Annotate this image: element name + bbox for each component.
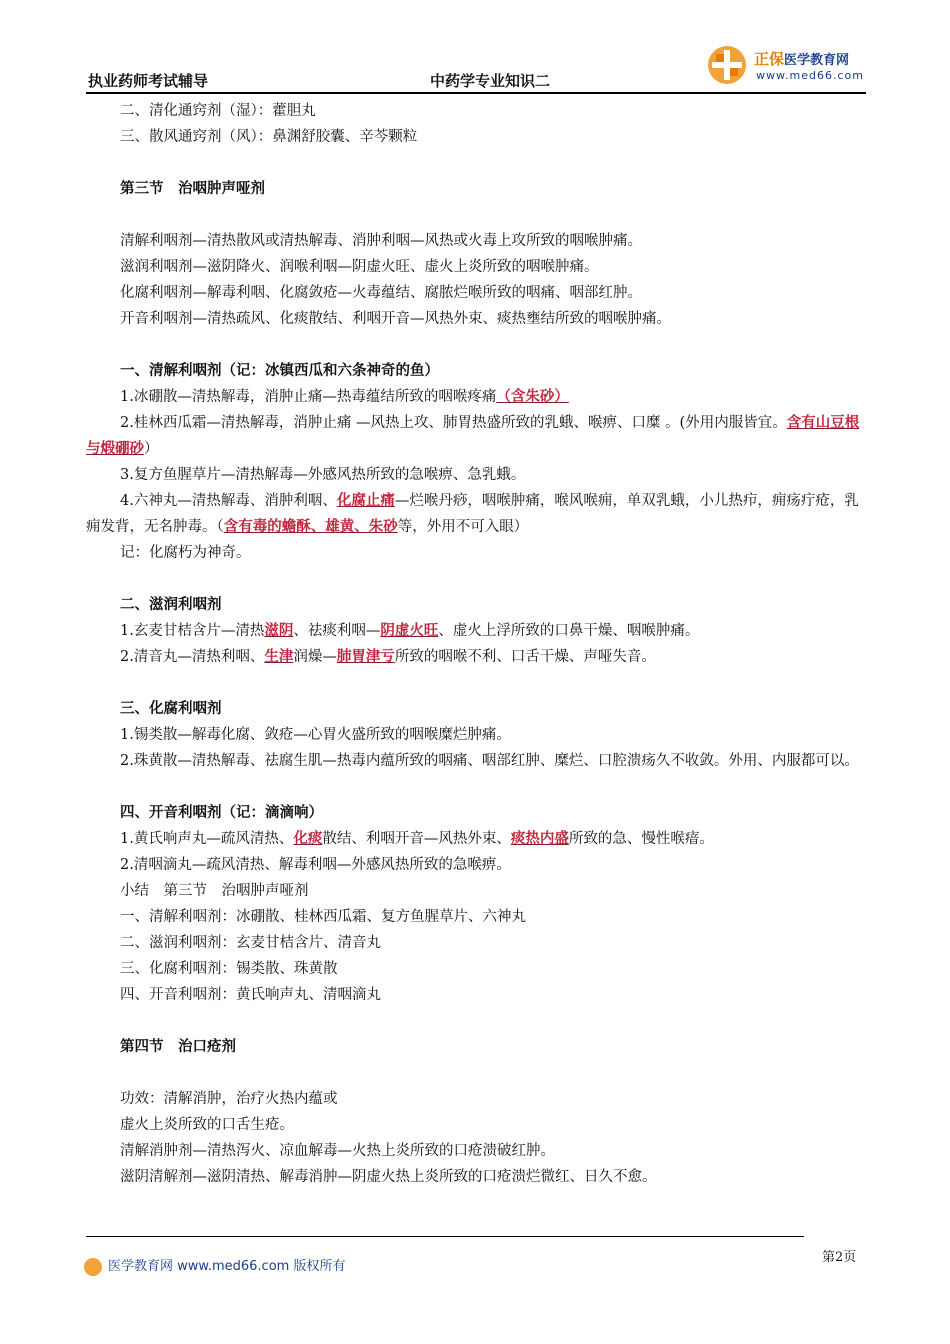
text-paragraph: 2.珠黄散—清热解毒、祛腐生肌—热毒内蕴所致的咽痛、咽部红肿、糜烂、口腔溃疡久不收敛。外用、内服都可以。 [120,753,859,769]
text-line: 1.锡类散—解毒化腐、敛疮—心胃火盛所致的咽喉糜烂肿痛。 [120,727,511,743]
summary-line: 三、化腐利咽剂：锡类散、珠黄散 [120,961,338,977]
highlight-text: （含朱砂） [496,388,569,405]
text-line [86,826,866,852]
summary-line: 一、清解利咽剂：冰硼散、桂林西瓜霜、复方鱼腥草片、六神丸 [120,909,526,925]
brand-logo [706,42,876,88]
logo-cross-icon [706,44,748,86]
text-span: 所致的咽喉不利、口舌干燥、声哑失音。 [394,649,656,665]
header-rule [86,92,866,94]
logo-brand-text [754,48,849,69]
subsection-heading: 三、化腐利咽剂 [120,701,222,717]
text-line: 功效：清解消肿，治疗火热内蕴或 [120,1091,338,1107]
highlight-text: 痰热内盛 [510,830,569,847]
document-body [86,98,866,1190]
subsection-heading: 一、清解利咽剂（记：冰镇西瓜和六条神奇的鱼） [120,363,439,379]
text-line: 清解消肿剂—清热泻火、凉血解毒—火热上炎所致的口疮溃破红肿。 [120,1143,555,1159]
subsection-heading: 四、开音利咽剂（记：滴滴响） [120,805,323,821]
text-span: 、虚火上浮所致的口鼻干燥、咽喉肿痛。 [438,623,700,639]
text-line [86,644,866,670]
text-line: 3.复方鱼腥草片—清热解毒—外感风热所致的急喉痹、急乳蛾。 [120,467,526,483]
text-span: 2.桂林西瓜霜—清热解毒，消肿止痛 —风热上攻、肺胃热盛所致的乳蛾、喉痹、口糜 。(外用内服皆宜。 [120,415,787,431]
text-line: 滋阴清解剂—滋阴清热、解毒消肿—阴虚火热上炎所致的口疮溃烂微红、日久不愈。 [120,1169,657,1185]
text-line: 二、清化通窍剂（湿）：藿胆丸 [120,103,316,119]
text-span: 润燥— [293,649,337,665]
text-span: 1.玄麦甘桔含片—清热 [120,623,265,639]
text-line: 记：化腐朽为神奇。 [120,545,251,561]
highlight-text: 化痰 [293,830,323,847]
footer-rule [86,1236,804,1237]
highlight-text: 含有毒的蟾酥、雄黄、朱砂 [223,518,398,535]
footer-site [84,1255,345,1276]
text-line: 滋润利咽剂—滋阴降火、润喉利咽—阴虚火旺、虚火上炎所致的咽喉肿痛。 [120,259,599,275]
text-paragraph [86,410,866,462]
header-left-title: 执业药师考试辅导 [88,72,209,90]
text-paragraph [86,488,866,540]
subsection-heading: 二、滋润利咽剂 [120,597,222,613]
text-span: —烂喉丹痧，咽喉肿痛，喉风喉痈，单双乳蛾，小儿热疖，痈疡疔疮，乳痈发背，无名肿毒。（ [86,493,859,535]
section-heading: 第四节 治口疮剂 [120,1039,236,1055]
text-span: 、祛痰利咽— [293,623,381,639]
text-line [86,618,866,644]
summary-line: 四、开音利咽剂：黄氏响声丸、清咽滴丸 [120,987,381,1003]
highlight-text: 生津 [264,648,294,665]
text-span: 所致的急、慢性喉瘖。 [568,831,714,847]
highlight-text: 阴虚火旺 [380,622,439,639]
highlight-text: 滋阴 [264,622,294,639]
footer-logo-icon [84,1258,102,1276]
text-span: 等，外用不可入眼） [397,519,529,535]
logo-site: 医学教育网 [784,53,850,68]
text-line: 开音利咽剂—清热疏风、化痰散结、利咽开音—风热外束、痰热壅结所致的咽喉肿痛。 [120,311,671,327]
text-span: 2.清音丸—清热利咽、 [120,649,265,665]
text-span: 4.六神丸—清热解毒、消肿利咽、 [120,493,337,509]
text-span: ） [144,441,159,457]
text-span: 散结、利咽开音—风热外束、 [322,831,511,847]
footer-site-text: 医学教育网 www.med66.com 版权所有 [108,1259,346,1274]
text-line: 虚火上炎所致的口舌生疮。 [120,1117,294,1133]
summary-line: 二、滋润利咽剂：玄麦甘桔含片、清音丸 [120,935,381,951]
logo-url: www.med66.com [756,69,864,82]
highlight-text: 含有山豆根与煅硼砂 [86,414,860,457]
logo-brand: 正保 [754,50,785,68]
text-line: 化腐利咽剂—解毒利咽、化腐敛疮—火毒蕴结、腐脓烂喉所致的咽痛、咽部红肿。 [120,285,642,301]
text-span: 1.黄氏响声丸—疏风清热、 [120,831,294,847]
highlight-text: 化腐止痛 [336,492,395,509]
header-center-title: 中药学专业知识二 [430,72,551,90]
text-line [86,384,866,410]
highlight-text: 肺胃津亏 [336,648,395,665]
text-span: 1.冰硼散—清热解毒，消肿止痛—热毒蕴结所致的咽喉疼痛 [120,389,497,405]
text-line: 三、散风通窍剂（风）：鼻渊舒胶囊、辛芩颗粒 [120,129,418,145]
page-number: 第2页 [822,1250,857,1265]
text-line: 清解利咽剂—清热散风或清热解毒、消肿利咽—风热或火毒上攻所致的咽喉肿痛。 [120,233,642,249]
text-line: 2.清咽滴丸—疏风清热、解毒利咽—外感风热所致的急喉痹。 [120,857,511,873]
summary-title: 小结 第三节 治咽肿声哑剂 [120,883,309,899]
section-heading: 第三节 治咽肿声哑剂 [120,181,265,197]
